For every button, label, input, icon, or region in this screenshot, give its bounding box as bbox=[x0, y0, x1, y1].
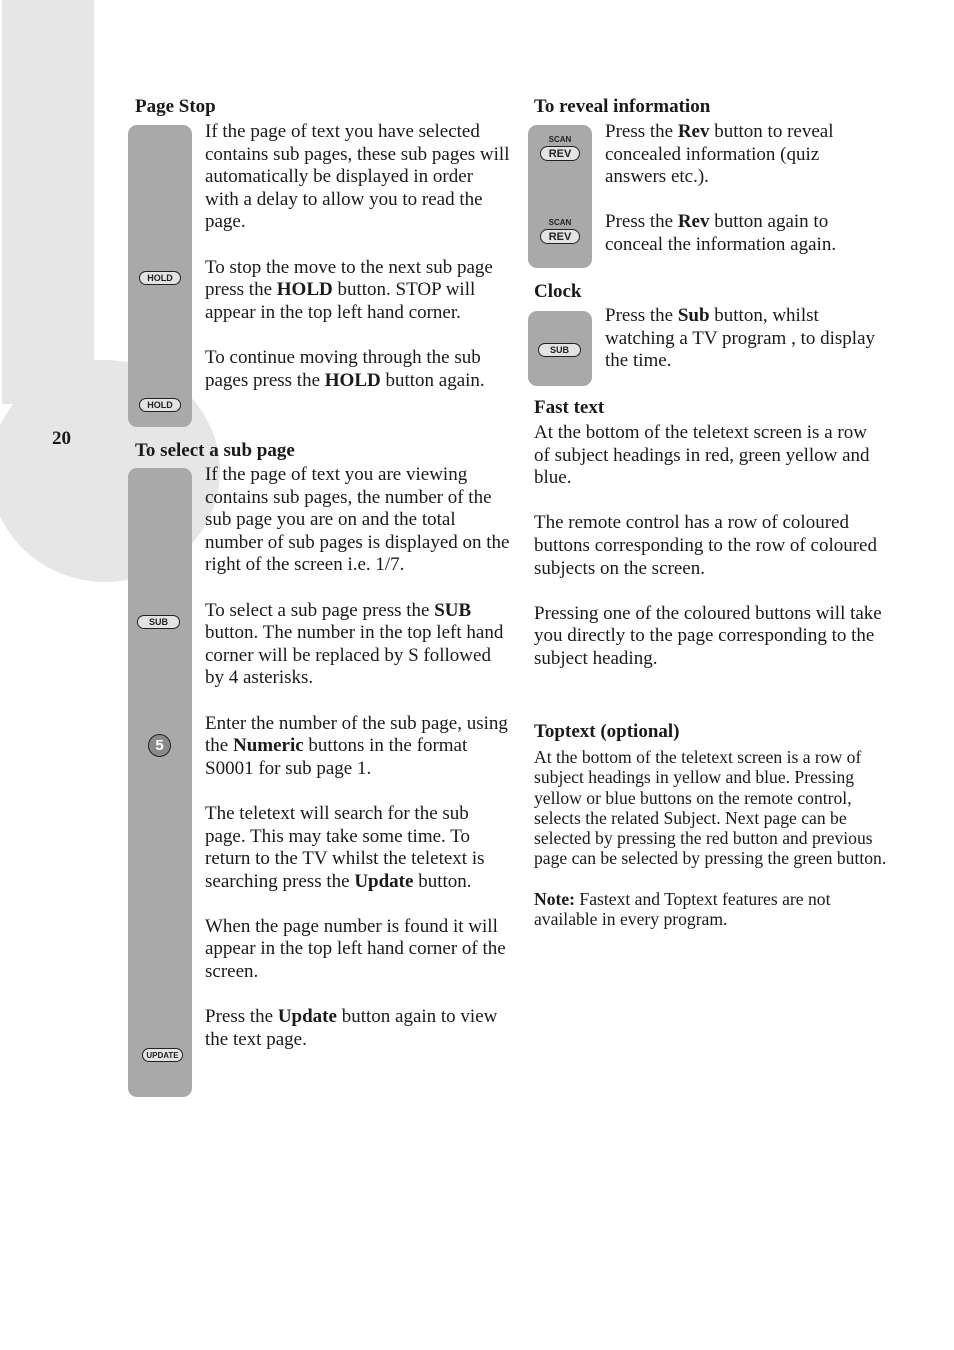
side-decoration-strip bbox=[2, 0, 94, 404]
fast-text-body bbox=[534, 422, 886, 671]
page-stop-para-1: If the page of text you have selected contains sub pages, these sub pages will automatically be displayed in order with a delay to allow you to read the page. bbox=[205, 121, 510, 233]
page-number: 20 bbox=[52, 428, 71, 449]
update-button-icon: UPDATE bbox=[142, 1048, 183, 1062]
toptext-note: Note: Fastext and Toptext features are not available in every program. bbox=[534, 889, 831, 930]
select-sub-para-2: To select a sub page press the SUB button. The number in the top left hand corner will be replaced by S followed by 4 asterisks. bbox=[205, 599, 504, 689]
reveal-para-1: Press the Rev button to reveal concealed information (quiz answers etc.). bbox=[605, 121, 834, 188]
page-stop-para-2: To stop the move to the next sub page press the HOLD button. STOP will appear in the top left hand corner. bbox=[205, 256, 493, 323]
toptext-body bbox=[534, 747, 890, 930]
select-sub-page-heading: To select a sub page bbox=[135, 440, 295, 461]
select-sub-text bbox=[205, 464, 510, 1051]
sub-button-icon: SUB bbox=[538, 343, 581, 357]
page-stop-heading: Page Stop bbox=[135, 96, 216, 117]
select-sub-para-5: When the page number is found it will appear in the top left hand corner of the screen. bbox=[205, 915, 506, 983]
page-stop-para-3: To continue moving through the sub pages press the HOLD button again. bbox=[205, 346, 485, 391]
numeric-5-button-icon: 5 bbox=[148, 734, 171, 757]
sub-button-icon: SUB bbox=[137, 615, 180, 629]
rev-button-icon: REV bbox=[540, 146, 580, 161]
toptext-heading: Toptext (optional) bbox=[534, 721, 680, 742]
reveal-para-2: Press the Rev button again to conceal the information again. bbox=[605, 211, 837, 255]
select-sub-button-rail bbox=[128, 468, 192, 1097]
select-sub-para-4: The teletext will search for the sub page. This may take some time. To return to the TV whilst the teletext is searching press the Update button. bbox=[205, 802, 485, 892]
reveal-heading: To reveal information bbox=[534, 96, 711, 117]
hold-button-icon: HOLD bbox=[139, 398, 181, 412]
clock-text bbox=[605, 305, 885, 373]
clock-para: Press the Sub button, whilst watching a TV program , to display the time. bbox=[605, 305, 875, 372]
reveal-text bbox=[605, 121, 885, 257]
clock-heading: Clock bbox=[534, 281, 582, 302]
fast-text-heading: Fast text bbox=[534, 397, 605, 418]
fast-text-para-3: Pressing one of the coloured buttons will take you directly to the page corresponding to the subject heading. bbox=[534, 602, 882, 669]
fast-text-para-2: The remote control has a row of coloured buttons corresponding to the row of coloured subjects on the screen. bbox=[534, 512, 877, 579]
scan-label: SCAN bbox=[548, 135, 572, 144]
toptext-para-1: At the bottom of the teletext screen is a row of subject headings in yellow and blue. Pressing yellow or blue buttons on the remote control, selects the related Subject. Next page can be selected by pressing the red button and previous page can be selected by pressing the green button. bbox=[534, 747, 887, 869]
select-sub-para-1: If the page of text you are viewing contains sub pages, the number of the sub page you are on and the total number of sub pages is displayed on the right of the screen i.e. 1/7. bbox=[205, 464, 510, 576]
page-stop-text bbox=[205, 121, 510, 392]
rev-button-icon: REV bbox=[540, 229, 580, 244]
select-sub-para-3: Enter the number of the sub page, using the Numeric buttons in the format S0001 for sub page 1. bbox=[205, 712, 508, 779]
hold-button-icon: HOLD bbox=[139, 271, 181, 285]
scan-label: SCAN bbox=[548, 218, 572, 227]
fast-text-para-1: At the bottom of the teletext screen is a row of subject headings in red, green yellow and blue. bbox=[534, 422, 870, 489]
select-sub-para-6: Press the Update button again to view the text page. bbox=[205, 1006, 498, 1050]
